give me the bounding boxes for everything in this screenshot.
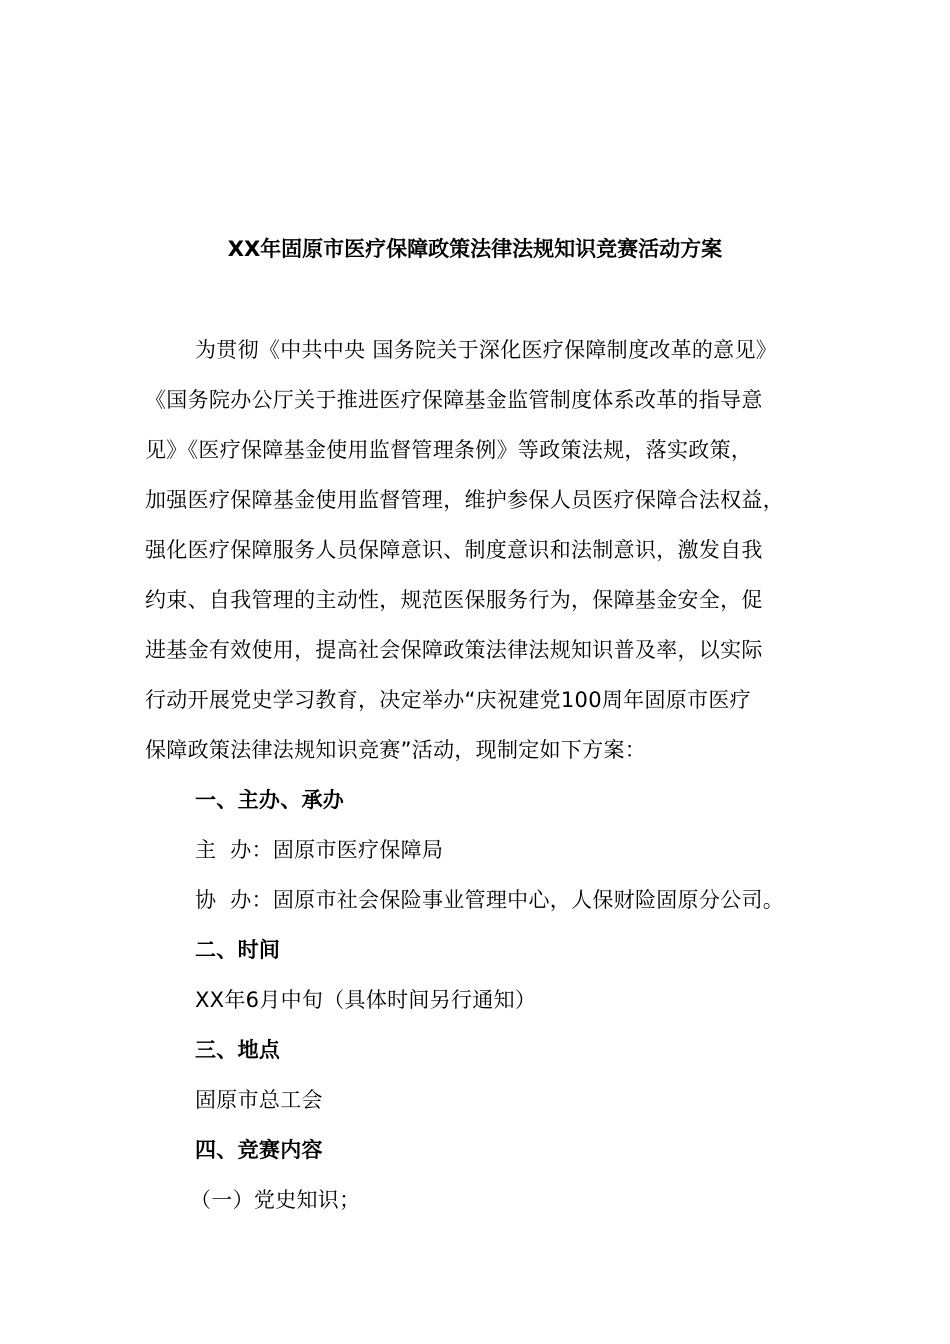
intro-line-7: 进基金有效使用，提高社会保障政策法律法规知识普及率，以实际 <box>145 638 763 662</box>
intro-line-3: 见》《医疗保障基金使用监督管理条例》等政策法规，落实政策， <box>145 438 753 462</box>
section-1-host: 主 办：固原市医疗保障局 <box>195 838 444 862</box>
intro-line-4: 加强医疗保障基金使用监督管理，维护参保人员医疗保障合法权益， <box>145 488 784 512</box>
intro-line-8: 行动开展党史学习教育，决定举办“庆祝建党100周年固原市医疗 <box>145 688 751 712</box>
section-2-text: XX年6月中旬（具体时间另行通知） <box>195 988 537 1012</box>
section-2-heading: 二、时间 <box>195 938 281 962</box>
intro-line-6: 约束、自我管理的主动性，规范医保服务行为，保障基金安全，促 <box>145 588 763 612</box>
intro-line-9: 保障政策法律法规知识竞赛”活动，现制定如下方案： <box>145 738 647 762</box>
intro-line-2: 《国务院办公厅关于推进医疗保障基金监管制度体系改革的指导意 <box>145 388 763 412</box>
intro-line-5: 强化医疗保障服务人员保障意识、制度意识和法制意识，激发自我 <box>145 538 763 562</box>
section-3-heading: 三、地点 <box>195 1038 281 1062</box>
document-title: XX年固原市医疗保障政策法律法规知识竞赛活动方案 <box>227 237 723 261</box>
intro-line-1: 为贯彻《中共中央 国务院关于深化医疗保障制度改革的意见》 <box>195 338 778 362</box>
section-1-heading: 一、主办、承办 <box>195 788 345 812</box>
section-4-item-1: （一）党史知识； <box>190 1188 361 1212</box>
section-4-heading: 四、竞赛内容 <box>195 1138 323 1162</box>
section-3-text: 固原市总工会 <box>195 1088 323 1112</box>
section-1-cohost: 协 办：固原市社会保险事业管理中心，人保财险固原分公司。 <box>195 888 785 912</box>
